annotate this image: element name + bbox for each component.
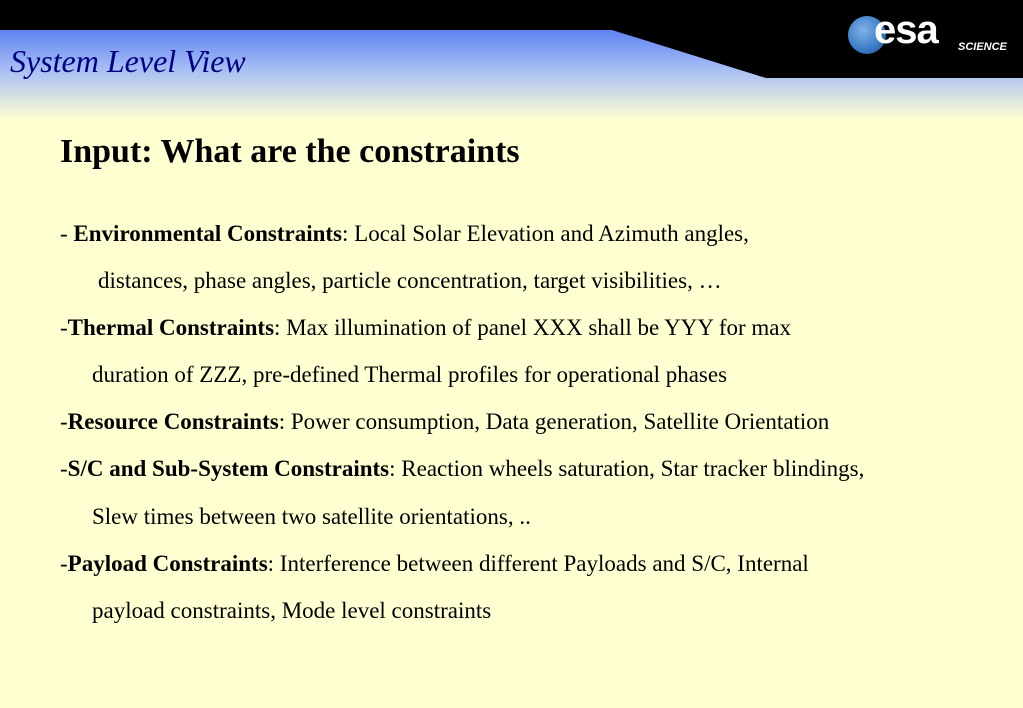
constraint-item-subsystem [60,456,864,482]
constraint-label: S/C and Sub-System Constraints [67,456,390,481]
bullet-dash: - [60,456,68,481]
logo-text: esa [874,8,938,52]
constraint-item-resource [60,409,829,435]
bullet-dash: - [60,315,68,340]
constraint-continuation: Slew times between two satellite orientations, .. [92,504,531,529]
constraint-continuation: distances, phase angles, particle concentration, target visibilities, … [98,268,722,293]
slide-title: System Level View [10,43,246,79]
logo-subtitle: SCIENCE [958,41,1007,53]
constraint-text: : Max illumination of panel XXX shall be YYY for max [274,315,792,340]
constraint-continuation: payload constraints, Mode level constraints [92,598,492,623]
esa-logo [848,8,1018,56]
constraint-continuation: duration of ZZZ, pre-defined Thermal profiles for operational phases [92,362,728,387]
bullet-dash: - [60,221,74,246]
constraint-label: Resource Constraints [67,409,279,434]
constraint-label: Environmental Constraints [73,221,342,246]
constraint-item-environmental [60,221,749,247]
constraint-label: Thermal Constraints [67,315,275,340]
main-heading: Input: What are the constraints [60,133,520,170]
header-banner [0,0,1023,120]
constraint-text: : Power consumption, Data generation, Satellite Orientation [278,409,830,434]
constraint-item-payload [60,551,809,577]
constraint-label: Payload Constraints [67,551,268,576]
constraint-text: : Local Solar Elevation and Azimuth angles, [342,221,749,246]
constraint-text: : Interference between different Payloads and S/C, Internal [267,551,809,576]
bullet-dash: - [60,551,68,576]
constraint-item-thermal [60,315,791,341]
bullet-dash: - [60,409,68,434]
constraint-text: : Reaction wheels saturation, Star tracker blindings, [389,456,865,481]
